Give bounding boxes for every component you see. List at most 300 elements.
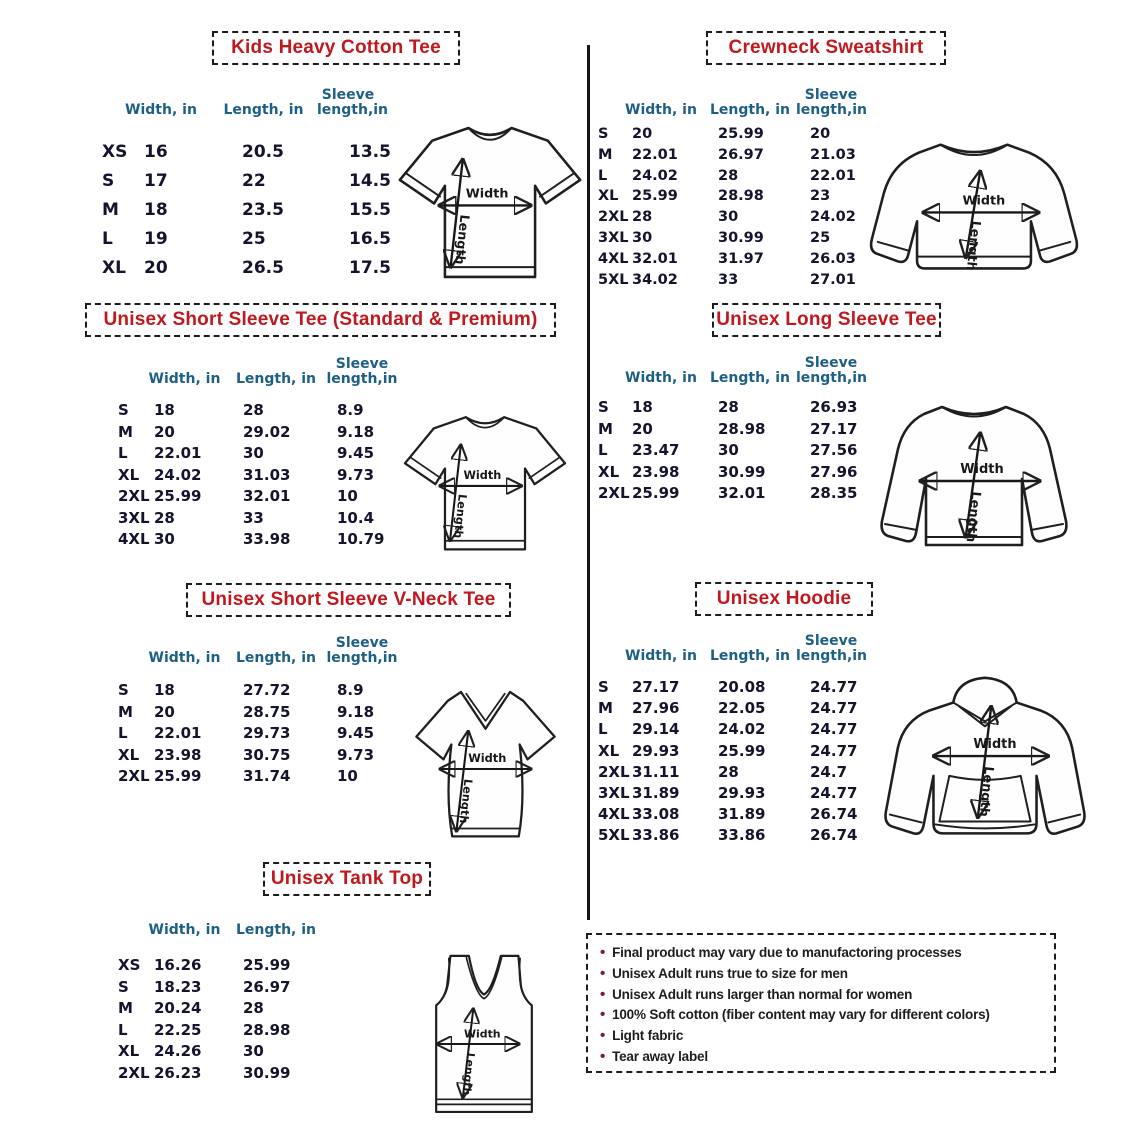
cell-sleeve: 10.4 [337, 508, 375, 527]
cell-size: 4XL [118, 530, 150, 548]
cell-width: 20.24 [154, 999, 202, 1018]
length-arrow-label: Length [456, 778, 476, 825]
note-text: 100% Soft cotton (fiber content may vary for different colors) [612, 1007, 990, 1023]
cell-length: 33.98 [243, 530, 291, 548]
table-row [102, 171, 411, 200]
section-title: Unisex Short Sleeve V-Neck Tee [201, 589, 496, 610]
cell-length: 33 [243, 508, 264, 527]
table-row [118, 401, 415, 423]
table-row [598, 168, 880, 189]
section-title: Kids Heavy Cotton Tee [231, 37, 441, 58]
note-bullet: • [600, 964, 606, 982]
cell-width: 25.99 [632, 188, 678, 205]
cell-size: 2XL [118, 1063, 150, 1082]
cell-width: 25.99 [632, 484, 680, 502]
table-row [118, 767, 415, 789]
note-item [600, 1048, 1044, 1069]
table-row [118, 423, 415, 445]
cell-sleeve: 9.45 [337, 724, 375, 742]
table-row [598, 209, 880, 230]
cell-length: 30.99 [243, 1063, 291, 1082]
col-header-width: Width, in [125, 102, 197, 118]
note-bullet: • [600, 1006, 606, 1024]
cell-size: XL [118, 465, 140, 484]
notes-list [600, 944, 1044, 1069]
cell-width: 23.47 [632, 441, 680, 459]
cell-size: XL [598, 741, 620, 760]
col-header-length: Length, in [223, 102, 304, 118]
note-text: Final product may vary due to manufactoring processes [612, 945, 962, 960]
cell-sleeve: 27.96 [810, 462, 858, 481]
long-sleeve-tee-illustration [860, 393, 1092, 570]
table-row [598, 251, 880, 272]
cell-width: 22.25 [154, 1020, 202, 1039]
section-title-box [712, 303, 941, 337]
cell-width: 32.01 [632, 250, 678, 267]
size-table-body [118, 956, 337, 1086]
table-row [598, 805, 880, 826]
section-title-box [695, 582, 873, 616]
cell-width: 20 [144, 258, 168, 278]
tee-illustration [392, 110, 588, 292]
cell-size: XL [118, 1042, 140, 1061]
note-text: Unisex Adult runs true to size for men [612, 965, 848, 981]
cell-width: 17 [144, 171, 168, 191]
tee-illustration [398, 396, 572, 568]
col-header-length: Length, in [235, 650, 317, 666]
cell-sleeve: 24.77 [810, 783, 858, 802]
cell-sleeve: 9.73 [337, 465, 375, 484]
length-arrow-label: Length [459, 1052, 478, 1097]
table-row [598, 126, 880, 147]
cell-size: 2XL [598, 484, 630, 502]
note-text: Tear away label [612, 1048, 708, 1064]
size-table-body [598, 678, 880, 848]
cell-length: 30.75 [243, 745, 291, 764]
table-row [118, 956, 337, 978]
col-header-length: Length, in [709, 102, 791, 118]
col-header-sleeve: Sleeve length,in [326, 635, 398, 666]
cell-width: 25.99 [154, 487, 202, 505]
cell-sleeve: 10.79 [337, 530, 385, 548]
table-header-row [70, 82, 389, 118]
cell-sleeve: 9.45 [337, 444, 375, 462]
cell-length: 32.01 [243, 487, 291, 505]
col-header-sleeve: Sleeve length,in [796, 355, 868, 386]
section-title: Unisex Hoodie [716, 588, 852, 609]
cell-sleeve: 20 [810, 126, 831, 142]
cell-length: 26.97 [718, 146, 764, 163]
section-title-box [212, 31, 460, 65]
cell-sleeve: 27.17 [810, 419, 858, 438]
cell-length: 27.72 [243, 681, 291, 699]
note-item [600, 1006, 1044, 1027]
table-row [598, 188, 880, 209]
cell-width: 18 [144, 200, 168, 220]
section-title: Unisex Long Sleeve Tee [716, 309, 937, 330]
cell-sleeve: 9.73 [337, 745, 375, 764]
cell-width: 18 [154, 401, 175, 419]
cell-width: 28 [632, 209, 653, 226]
cell-size: L [598, 441, 608, 459]
cell-size: 5XL [598, 826, 630, 845]
table-row [118, 703, 415, 725]
cell-sleeve: 24.77 [810, 678, 858, 696]
table-header-row [584, 628, 866, 664]
cell-length: 29.73 [243, 724, 291, 742]
table-row [118, 999, 337, 1021]
cell-size: M [118, 999, 133, 1018]
cell-length: 28.98 [243, 1020, 291, 1039]
cell-width: 28 [154, 508, 175, 527]
note-text: Light fabric [612, 1028, 684, 1044]
cell-size: 2XL [598, 209, 629, 226]
table-row [598, 678, 880, 699]
col-header-sleeve: Sleeve length,in [796, 633, 868, 664]
length-arrow-label: Length [962, 219, 983, 272]
section-title: Crewneck Sweatshirt [728, 37, 924, 58]
col-header-width: Width, in [625, 648, 697, 664]
table-row [118, 1042, 337, 1064]
cell-sleeve: 26.74 [810, 805, 858, 824]
cell-width: 23.98 [632, 462, 680, 481]
cell-sleeve: 8.9 [337, 401, 364, 419]
cell-width: 23.98 [154, 745, 202, 764]
cell-width: 20 [632, 126, 653, 142]
cell-size: S [598, 398, 609, 416]
cell-width: 19 [144, 229, 168, 249]
cell-length: 20.5 [242, 142, 284, 162]
cell-length: 30.99 [718, 462, 766, 481]
note-text: Unisex Adult runs larger than normal for women [612, 986, 913, 1002]
table-row [118, 530, 415, 552]
cell-sleeve: 24.77 [810, 699, 858, 718]
cell-width: 31.89 [632, 783, 680, 802]
col-header-length: Length, in [709, 370, 791, 386]
cell-length: 28.98 [718, 419, 766, 438]
col-header-length: Length, in [235, 922, 317, 938]
cell-width: 30 [154, 530, 175, 548]
width-arrow-label: Width [464, 1027, 501, 1041]
cell-length: 30 [243, 444, 264, 462]
cell-sleeve: 25 [810, 229, 831, 246]
cell-length: 23.5 [242, 200, 284, 220]
cell-size: M [118, 702, 133, 721]
cell-width: 22.01 [154, 724, 202, 742]
table-header-row [104, 351, 401, 387]
cell-sleeve: 22.01 [810, 167, 856, 184]
col-header-width: Width, in [148, 371, 221, 387]
cell-size: M [598, 699, 613, 718]
cell-length: 31.74 [243, 767, 291, 785]
size-table-body [598, 398, 880, 506]
cell-size: M [598, 419, 613, 438]
width-arrow-label: Width [468, 751, 507, 765]
cell-sleeve: 16.5 [349, 229, 391, 249]
cell-length: 25.99 [243, 956, 291, 974]
cell-sleeve: 21.03 [810, 146, 856, 163]
cell-length: 24.02 [718, 720, 766, 739]
table-row [118, 444, 415, 466]
cell-size: XS [118, 956, 141, 974]
cell-width: 34.02 [632, 271, 678, 288]
cell-size: L [118, 1020, 128, 1039]
cell-sleeve: 24.77 [810, 720, 858, 739]
cell-sleeve: 9.18 [337, 702, 375, 721]
section-title: Unisex Short Sleeve Tee (Standard & Premium) [103, 309, 538, 330]
cell-width: 30 [632, 229, 653, 246]
cell-sleeve: 9.18 [337, 422, 375, 441]
table-row [598, 784, 880, 805]
cell-width: 25.99 [154, 767, 202, 785]
table-row [598, 398, 880, 420]
cell-length: 20.08 [718, 678, 766, 696]
cell-length: 26.5 [242, 258, 284, 278]
col-header-length: Length, in [709, 648, 791, 664]
v-neck-tee-illustration [398, 676, 573, 848]
notes-box [586, 933, 1056, 1073]
cell-size: S [598, 126, 609, 142]
table-row [598, 441, 880, 463]
table-row [598, 826, 880, 847]
cell-width: 33.08 [632, 805, 680, 824]
cell-length: 22.05 [718, 699, 766, 718]
note-item [600, 986, 1044, 1007]
cell-sleeve: 26.74 [810, 826, 858, 845]
table-row [118, 978, 337, 1000]
cell-size: XL [598, 462, 620, 481]
cell-width: 27.17 [632, 678, 680, 696]
cell-size: 2XL [598, 762, 630, 781]
width-arrow-label: Width [463, 468, 502, 482]
cell-sleeve: 15.5 [349, 200, 391, 220]
cell-size: L [118, 444, 128, 462]
cell-width: 20 [154, 702, 175, 721]
cell-length: 25 [242, 229, 266, 249]
cell-size: L [598, 720, 608, 739]
size-table-body [118, 401, 415, 552]
cell-width: 22.01 [154, 444, 202, 462]
cell-length: 31.97 [718, 250, 764, 267]
table-row [118, 509, 415, 531]
cell-width: 29.14 [632, 720, 680, 739]
section-title-box [85, 303, 556, 337]
cell-size: XL [598, 188, 619, 205]
cell-size: S [598, 678, 609, 696]
table-row [118, 466, 415, 488]
cell-length: 29.02 [243, 422, 291, 441]
width-arrow-label: Width [973, 737, 1017, 753]
cell-size: L [118, 724, 128, 742]
cell-sleeve: 17.5 [349, 258, 391, 278]
cell-length: 28 [718, 762, 739, 781]
section-title-box [706, 31, 946, 65]
section-title: Unisex Tank Top [270, 868, 424, 889]
note-bullet: • [600, 944, 606, 961]
cell-width: 33.86 [632, 826, 680, 845]
col-header-width: Width, in [148, 922, 221, 938]
table-header-row [104, 630, 401, 666]
cell-size: 5XL [598, 271, 629, 288]
note-item [600, 1027, 1044, 1048]
cell-sleeve: 10 [337, 767, 358, 785]
cell-width: 18 [154, 681, 175, 699]
cell-size: M [598, 146, 613, 163]
note-bullet: • [600, 1027, 606, 1045]
cell-sleeve: 24.77 [810, 741, 858, 760]
cell-length: 30 [718, 209, 739, 226]
cell-size: L [102, 229, 113, 249]
table-header-row [584, 82, 866, 118]
cell-size: 4XL [598, 805, 630, 824]
width-arrow-label: Width [465, 186, 509, 202]
cell-size: L [598, 167, 608, 184]
cell-length: 28 [243, 401, 264, 419]
table-row [102, 258, 411, 287]
table-header-row [584, 350, 866, 386]
table-row [118, 1064, 337, 1086]
table-row [598, 742, 880, 763]
table-row [102, 229, 411, 258]
length-arrow-label: Length [975, 765, 996, 818]
table-row [118, 681, 415, 703]
table-row [598, 484, 880, 506]
width-arrow-label: Width [960, 462, 1004, 477]
cell-size: S [118, 681, 129, 699]
note-item [600, 944, 1044, 965]
cell-sleeve: 24.7 [810, 762, 848, 781]
note-bullet: • [600, 985, 606, 1003]
cell-length: 25.99 [718, 741, 766, 760]
cell-size: 3XL [598, 229, 629, 246]
cell-width: 20 [154, 422, 175, 441]
cell-width: 18.23 [154, 977, 202, 996]
sweatshirt-illustration [860, 130, 1088, 292]
cell-width: 16.26 [154, 956, 202, 974]
hoodie-illustration [876, 664, 1094, 862]
width-arrow-label: Width [962, 193, 1006, 209]
cell-width: 24.02 [154, 465, 202, 484]
cell-length: 30 [718, 441, 739, 459]
cell-size: XL [118, 745, 140, 764]
cell-width: 27.96 [632, 699, 680, 718]
cell-length: 28 [718, 167, 739, 184]
table-row [598, 147, 880, 168]
note-item [600, 965, 1044, 986]
cell-size: 3XL [598, 783, 630, 802]
col-header-sleeve: Sleeve length,in [796, 87, 868, 118]
cell-width: 24.26 [154, 1042, 202, 1061]
cell-width: 31.11 [632, 762, 680, 781]
cell-size: M [118, 422, 133, 441]
table-row [598, 699, 880, 720]
cell-length: 31.03 [243, 465, 291, 484]
cell-sleeve: 26.03 [810, 250, 856, 267]
table-row [102, 200, 411, 229]
cell-sleeve: 8.9 [337, 681, 364, 699]
length-arrow-label: Length [451, 213, 472, 266]
cell-sleeve: 14.5 [349, 171, 391, 191]
cell-length: 31.89 [718, 805, 766, 824]
cell-length: 26.97 [243, 977, 291, 996]
table-row [118, 1021, 337, 1043]
col-header-width: Width, in [625, 370, 697, 386]
size-table-body [102, 142, 411, 287]
cell-width: 29.93 [632, 741, 680, 760]
cell-size: 2XL [118, 767, 150, 785]
cell-length: 25.99 [718, 126, 764, 142]
cell-length: 32.01 [718, 484, 766, 502]
table-row [598, 272, 880, 293]
cell-size: S [102, 171, 115, 191]
table-row [102, 142, 411, 171]
table-row [118, 724, 415, 746]
cell-width: 16 [144, 142, 168, 162]
cell-length: 28.75 [243, 702, 291, 721]
section-title-box [186, 583, 511, 617]
cell-size: 4XL [598, 250, 629, 267]
cell-length: 30.99 [718, 229, 764, 246]
col-header-sleeve: Sleeve length,in [326, 356, 398, 387]
cell-length: 33.86 [718, 826, 766, 845]
length-arrow-label: Length [962, 490, 983, 544]
cell-length: 28.98 [718, 188, 764, 205]
cell-width: 26.23 [154, 1063, 202, 1082]
cell-width: 18 [632, 398, 653, 416]
size-table-body [598, 126, 880, 292]
table-header-row [104, 902, 323, 938]
cell-length: 33 [718, 271, 739, 288]
cell-width: 22.01 [632, 146, 678, 163]
table-row [598, 230, 880, 251]
section-title-box [263, 862, 431, 896]
table-row [118, 746, 415, 768]
cell-length: 30 [243, 1042, 264, 1061]
tank-top-illustration [424, 950, 544, 1122]
cell-sleeve: 27.56 [810, 441, 858, 459]
col-header-width: Width, in [148, 650, 221, 666]
cell-size: XS [102, 142, 128, 162]
table-row [598, 720, 880, 741]
cell-sleeve: 27.01 [810, 271, 856, 288]
cell-sleeve: 23 [810, 188, 831, 205]
cell-size: M [102, 200, 119, 220]
cell-length: 29.93 [718, 783, 766, 802]
cell-size: 3XL [118, 508, 150, 527]
cell-sleeve: 24.02 [810, 209, 856, 226]
col-header-length: Length, in [235, 371, 317, 387]
cell-sleeve: 28.35 [810, 484, 858, 502]
cell-sleeve: 10 [337, 487, 358, 505]
table-row [598, 763, 880, 784]
table-row [598, 420, 880, 442]
cell-size: S [118, 977, 129, 996]
cell-sleeve: 13.5 [349, 142, 391, 162]
cell-width: 20 [632, 419, 653, 438]
col-header-sleeve: Sleeve length,in [317, 87, 389, 118]
length-arrow-label: Length [451, 493, 469, 539]
cell-size: S [118, 401, 129, 419]
note-bullet: • [600, 1047, 606, 1065]
cell-length: 28 [243, 999, 264, 1018]
cell-width: 24.02 [632, 167, 678, 184]
cell-length: 22 [242, 171, 266, 191]
cell-size: XL [102, 258, 126, 278]
size-table-body [118, 681, 415, 789]
table-row [598, 463, 880, 485]
col-header-width: Width, in [625, 102, 697, 118]
cell-size: 2XL [118, 487, 150, 505]
